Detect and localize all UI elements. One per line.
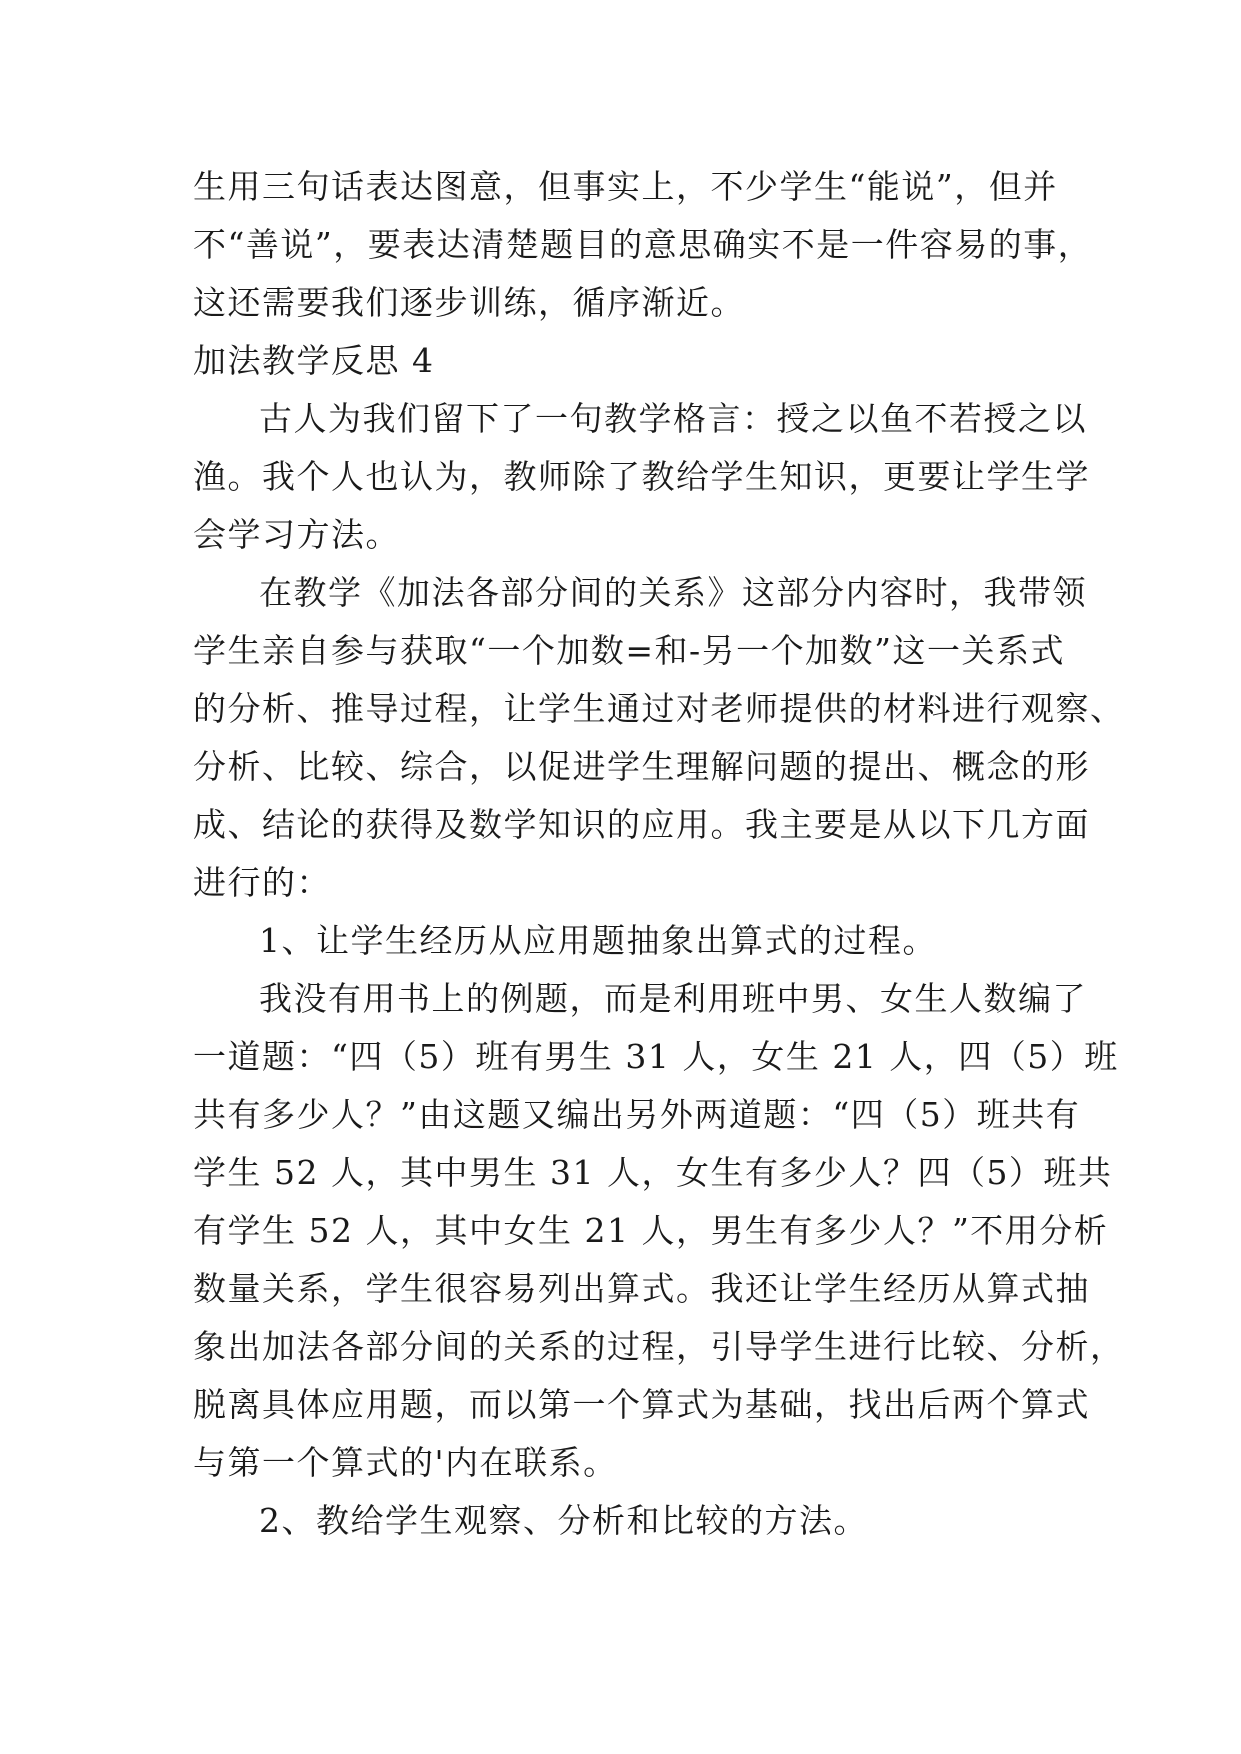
text-line: 不“善说”，要表达清楚题目的意思确实不是一件容易的事， <box>193 225 1093 264</box>
text-line: 生用三句话表达图意，但事实上，不少学生“能说”，但并 <box>193 167 1058 206</box>
text-line: 这还需要我们逐步训练，循序渐近。 <box>193 283 745 322</box>
text-line: 学生 52 人，其中男生 31 人，女生有多少人？四（5）班共 <box>193 1153 1113 1192</box>
text-line: 会学习方法。 <box>193 515 400 554</box>
text-line: 数量关系，学生很容易列出算式。我还让学生经历从算式抽 <box>193 1269 1090 1308</box>
document-page <box>193 158 1125 1550</box>
text-line: 象出加法各部分间的关系的过程，引导学生进行比较、分析， <box>193 1327 1125 1366</box>
text-line: 有学生 52 人，其中女生 21 人，男生有多少人？”不用分析 <box>193 1211 1109 1250</box>
text-line: 渔。我个人也认为，教师除了教给学生知识，更要让学生学 <box>193 457 1090 496</box>
text-line: 进行的： <box>193 863 331 902</box>
text-line: 在教学《加法各部分间的关系》这部分内容时，我带领 <box>259 573 1087 612</box>
text-line: 分析、比较、综合，以促进学生理解问题的提出、概念的形 <box>193 747 1090 786</box>
text-line: 成、结论的获得及数学知识的应用。我主要是从以下几方面 <box>193 805 1090 844</box>
text-line: 古人为我们留下了一句教学格言：授之以鱼不若授之以 <box>259 399 1087 438</box>
text-line: 我没有用书上的例题，而是利用班中男、女生人数编了 <box>259 979 1087 1018</box>
text-line: 的分析、推导过程，让学生通过对老师提供的材料进行观察、 <box>193 689 1125 728</box>
text-line: 1、让学生经历从应用题抽象出算式的过程。 <box>259 921 937 960</box>
text-line: 一道题：“四（5）班有男生 31 人，女生 21 人，四（5）班 <box>193 1037 1119 1076</box>
text-line: 与第一个算式的'内在联系。 <box>193 1443 618 1482</box>
text-line: 共有多少人？”由这题又编出另外两道题：“四（5）班共有 <box>193 1095 1081 1134</box>
section-heading: 加法教学反思 4 <box>193 341 435 380</box>
text-line: 脱离具体应用题，而以第一个算式为基础，找出后两个算式 <box>193 1385 1090 1424</box>
text-line: 学生亲自参与获取“一个加数=和-另一个加数”这一关系式 <box>193 631 1066 670</box>
text-line: 2、教给学生观察、分析和比较的方法。 <box>259 1501 868 1540</box>
